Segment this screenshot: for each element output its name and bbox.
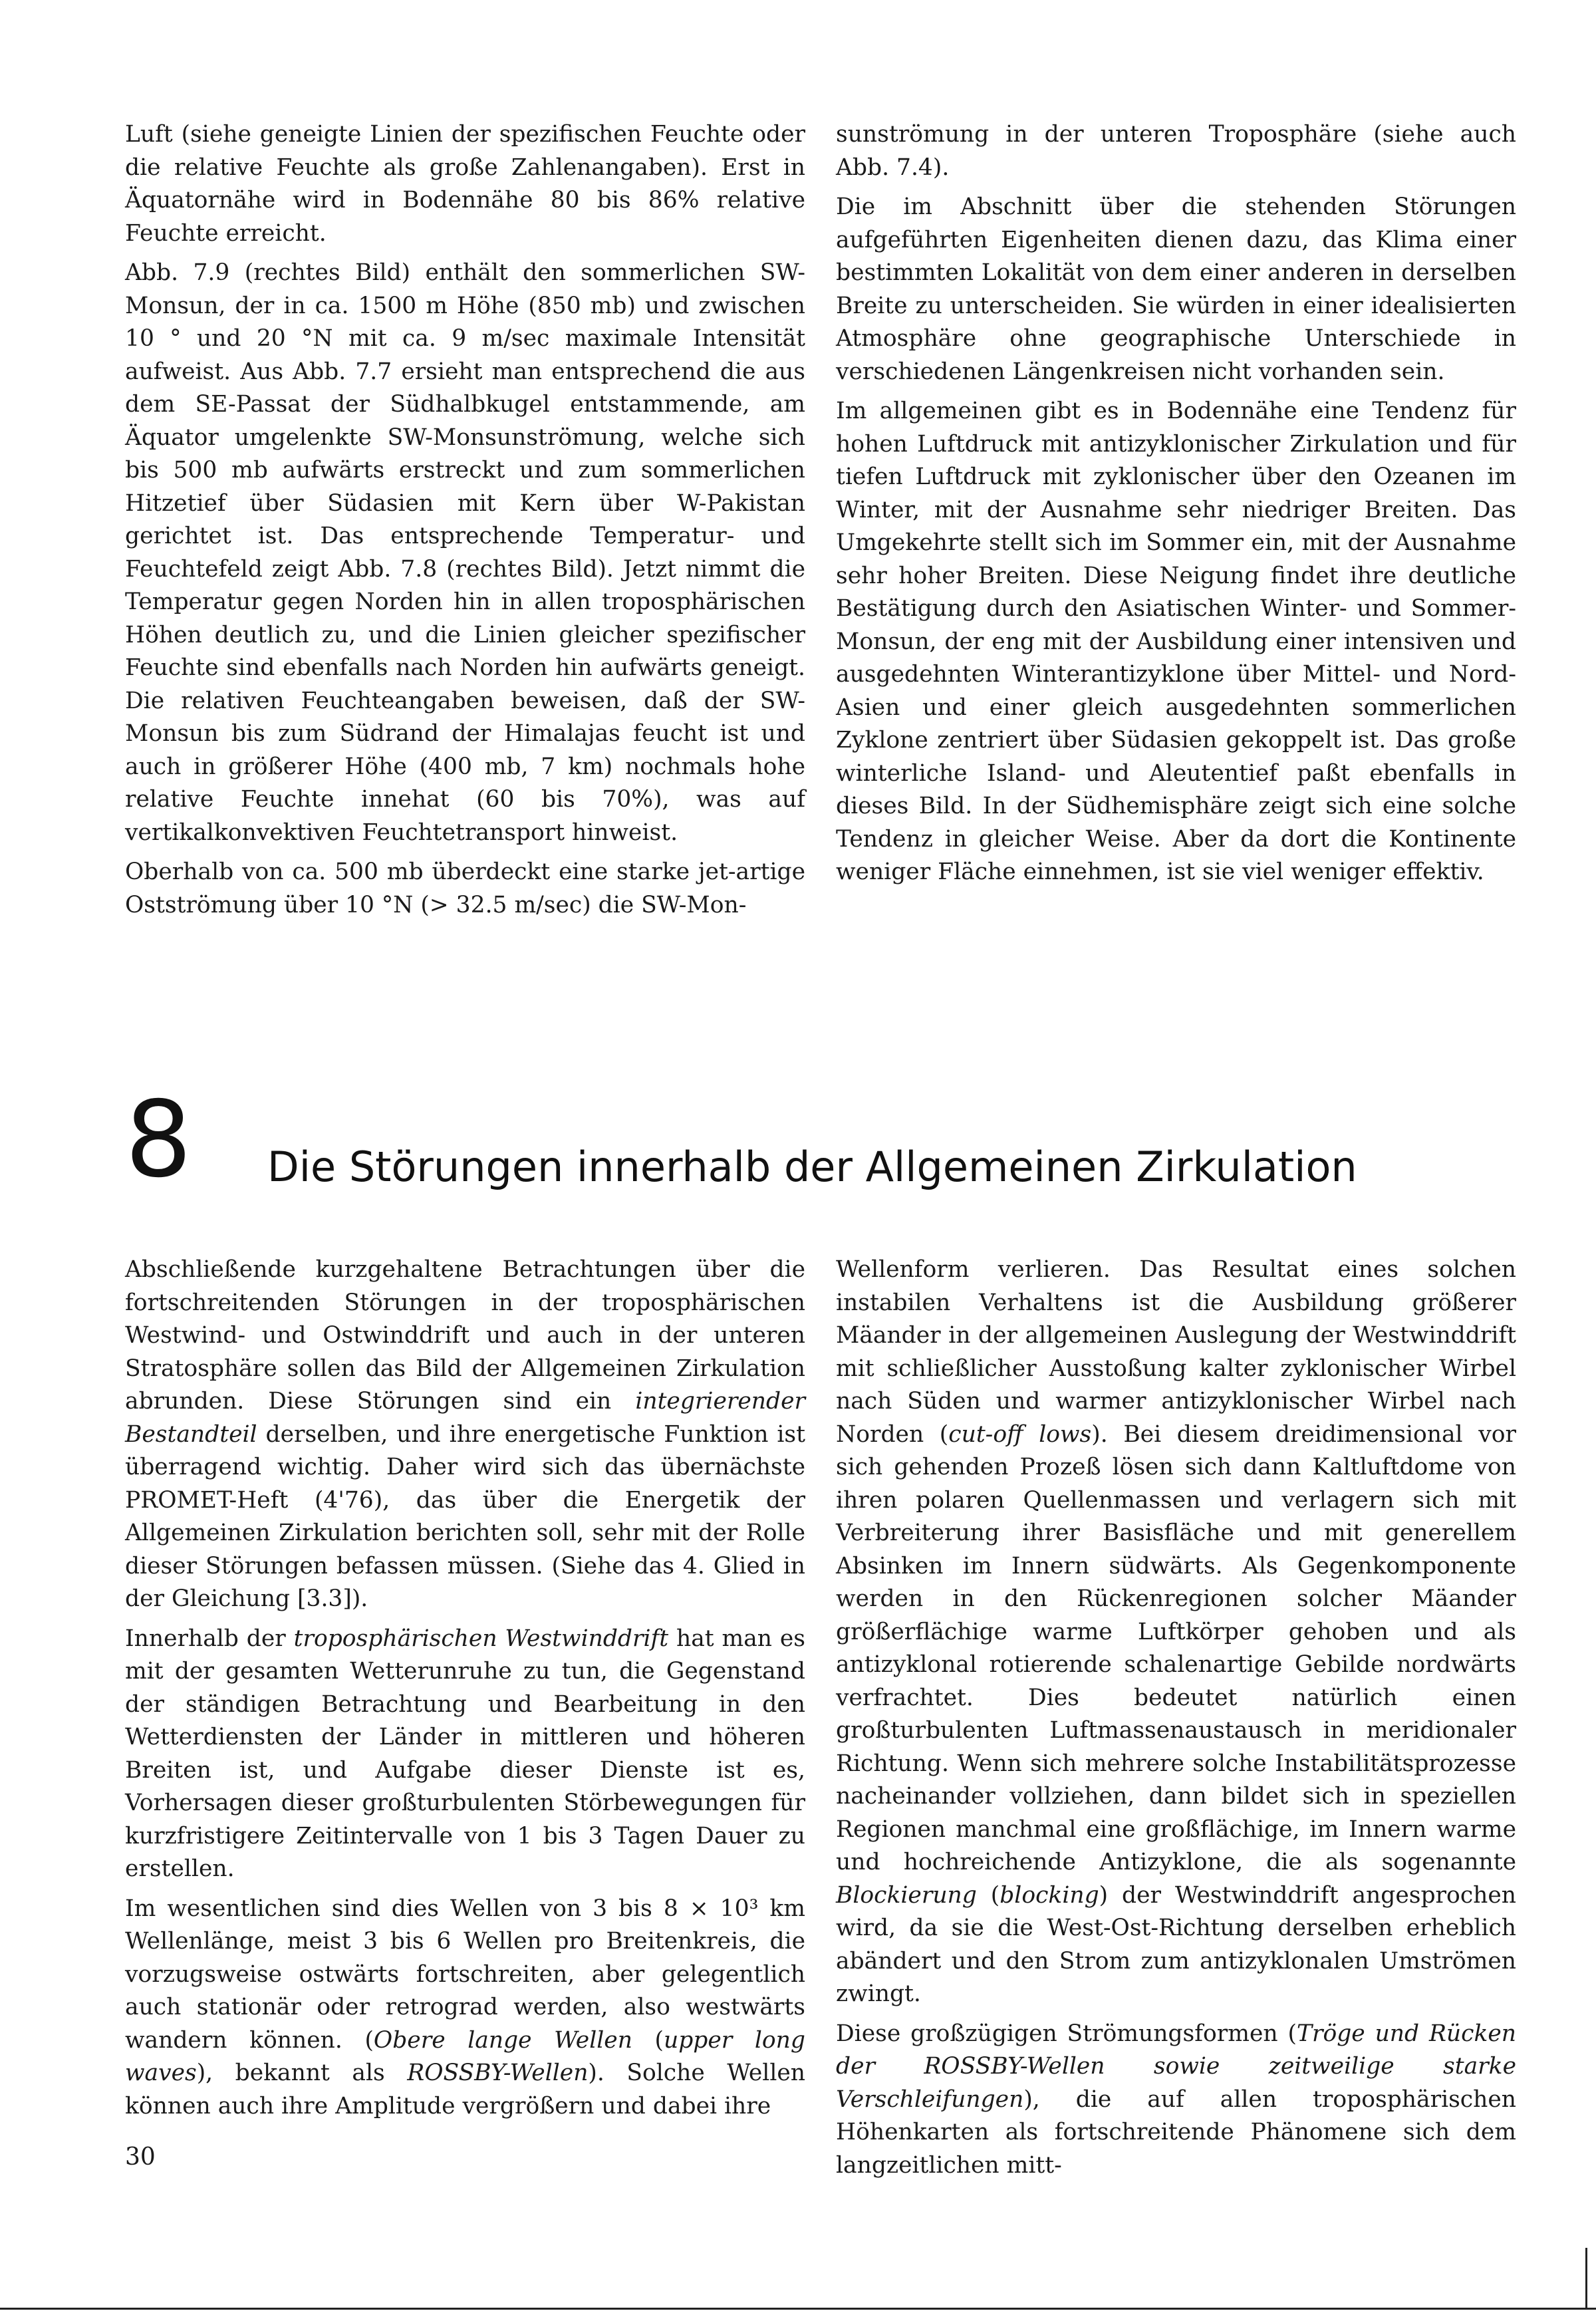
paragraph: [836, 1254, 1516, 2011]
paragraph: [125, 1254, 805, 1616]
emphasis: ROSSBY-Wellen: [407, 2060, 589, 2086]
chapter-number: 8: [125, 1079, 192, 1201]
text-run: ). Bei diesem dreidimensional vor sich gehenden Prozeß lösen sich dann Kaltluftdome von ihren polaren Quellenmassen und verlagern sich mit Verbreiterung ihrer Basisfläche und mit generellem Absinken im Innern südwärts. Als Gegenkomponente werden in den Rückenregionen solcher Mäander größerflächige warme Luftkörper gehoben und als antizyklonal rotierende schalenartige Gebilde nordwärts verfrachtet. Dies bedeutet natürlich einen großturbulenten Luftmassenaustausch in meridionaler Richtung. Wenn sich mehrere solche Instabilitätsprozesse nacheinander vollziehen, dann bildet sich in speziellen Regionen manchmal eine großflächige, im Innern warme und hochreichende Antizyklone, die als sogenannte: [836, 1421, 1516, 1875]
text-run: Abschließende kurzgehaltene Betrachtungen über die fortschreitenden Störungen in der troposphärischen Westwind- und Ostwinddrift und auch in der unteren Stratosphäre sollen das Bild der Allgemeinen Zirkulation abrunden. Diese Störungen sind ein: [125, 1256, 805, 1415]
paragraph: [125, 1893, 805, 2123]
corner-mark: [1585, 2248, 1587, 2309]
text-run: ), bekannt als: [196, 2060, 408, 2086]
paragraph: Abb. 7.9 (rechtes Bild) enthält den sommerlichen SW-Monsun, der in ca. 1500 m Höhe (850 mb) und zwischen 10 ° und 20 °N mit ca. 9 m/sec maximale Intensität aufweist. Aus Abb. 7.7 ersieht man entsprechend die aus dem SE-Passat der Südhalbkugel entstammende, am Äquator umgelenkte SW-Monsunströmung, welche sich bis 500 mb aufwärts erstreckt und zum sommerlichen Hitzetief über Südasien mit Kern über W-Pakistan gerichtet ist. Das entsprechende Temperatur- und Feuchtefeld zeigt Abb. 7.8 (rechtes Bild). Jetzt nimmt die Temperatur gegen Norden hin in allen troposphärischen Höhen deutlich zu, und die Linien gleicher spezifischer Feuchte sind ebenfalls nach Norden hin aufwärts geneigt. Die relativen Feuchteangaben beweisen, daß der SW-Monsun bis zum Südrand der Himalajas feucht ist und auch in größerer Höhe (400 mb, 7 km) nochmals hohe relative Feuchte innehat (60 bis 70%), was auf vertikalkonvektiven Feuchtetransport hinweist.: [125, 259, 805, 846]
emphasis: blocking: [999, 1881, 1099, 1909]
paragraph: Im allgemeinen gibt es in Bodennähe eine Tendenz für hohen Luftdruck mit antizyklonischer Zirkulation und für tiefen Luftdruck mit zyklonischer über den Ozeanen im Winter, mit der Ausnahme sehr niedriger Breiten. Das Umgekehrte stellt sich im Sommer ein, mit der Ausnahme sehr hoher Breiten. Diese Neigung findet ihre deutliche Bestätigung durch den Asiatischen Winter- und Sommer-Monsun, der eng mit der Ausbildung einer intensiven und ausgedehnten Winterantizyklone über Mittel- und Nord-Asien und einer gleich ausgedehnten sommerlichen Zyklone zentriert über Südasien gekoppelt ist. Das große winterliche Island- und Aleutentief paßt ebenfalls in dieses Bild. In der Südhemisphäre zeigt sich eine solche Tendenz in gleicher Weise. Aber da dort die Kontinente weniger Fläche einnehmen, ist sie viel weniger effektiv.: [836, 398, 1516, 885]
text-run: (: [976, 1881, 1000, 1909]
emphasis: Obere lange Wellen: [373, 2026, 632, 2054]
text-run: ), die auf allen troposphärischen Höhenkarten als fortschreitende Phänomene sich dem langzeitlichen mitt-: [836, 2086, 1516, 2179]
emphasis: Blockierung: [836, 1881, 977, 1909]
text-run: ). Solche Wellen können auch ihre Amplitude vergrößern und dabei ihre: [125, 2060, 805, 2119]
chapter-title: Die Störungen innerhalb der Allgemeinen Zirkulation: [267, 1143, 1357, 1191]
bottom-left-column: [125, 1254, 805, 2129]
paragraph: [125, 1623, 805, 1886]
text-run: hat man es mit der gesamten Wetterunruhe zu tun, die Gegenstand der ständigen Betrachtung und Bearbeitung in den Wetterdiensten der Länder in mittleren und höheren Breiten ist, und Aufgabe dieser Dienste ist es, Vorhersagen dieser großturbulenten Störbewegungen für kurzfristigere Zeitintervalle von 1 bis 3 Tagen Dauer zu erstellen.: [125, 1625, 806, 1882]
emphasis: Tröge und Rücken der ROSSBY-Wellen sowie zeitweilige starke Verschleifungen: [836, 2020, 1517, 2113]
text-run: Diese großzügigen Strömungsformen (: [836, 2020, 1297, 2047]
emphasis: integrierender Bestandteil: [125, 1388, 805, 1448]
text-run: Innerhalb der: [125, 1625, 294, 1652]
top-left-column: [125, 118, 805, 928]
paragraph: sunströmung in der unteren Troposphäre (siehe auch Abb. 7.4).: [836, 121, 1516, 181]
paragraph: Die im Abschnitt über die stehenden Störungen aufgeführten Eigenheiten dienen dazu, das Klima einer bestimmten Lokalität von dem einer anderen in derselben Breite zu unterscheiden. Sie würden in einer idealisierten Atmosphäre ohne geographische Unterschiede in verschiedenen Längenkreisen nicht vorhanden sein.: [836, 194, 1516, 385]
text-run: derselben, und ihre energetische Funktion ist überragend wichtig. Daher wird sich das übernächste PROMET-Heft (4'76), das über die Energetik der Allgemeinen Zirkulation berichten soll, sehr mit der Rolle dieser Störungen befassen müssen. (Siehe das 4. Glied in der Gleichung [3.3]).: [125, 1421, 805, 1612]
paragraph: [836, 2018, 1516, 2183]
emphasis: upper long waves: [125, 2026, 805, 2086]
paragraph: Luft (siehe geneigte Linien der spezifischen Feuchte oder die relative Feuchte als große Zahlenangaben). Erst in Äquatornähe wird in Bodennähe 80 bis 86% relative Feuchte erreicht.: [125, 121, 805, 247]
emphasis: troposphärischen Westwinddrift: [293, 1625, 669, 1652]
emphasis: cut-off lows: [948, 1421, 1092, 1448]
text-run: Im wesentlichen sind dies Wellen von 3 bis 8 × 10³ km Wellenlänge, meist 3 bis 6 Wellen pro Breitenkreis, die vorzugsweise ostwärts fortschreiten, aber gelegentlich auch stationär oder retrograd werden, also westwärts wandern können. (: [125, 1895, 805, 2054]
text-run: Wellenform verlieren. Das Resultat eines solchen instabilen Verhaltens ist die Ausbildung größerer Mäander in der allgemeinen Auslegung der Westwinddrift mit schließlicher Ausstoßung kalter zyklonischer Wirbel nach Süden und warmer antizyklonischer Wirbel nach Norden (: [836, 1256, 1516, 1448]
paragraph: Oberhalb von ca. 500 mb überdeckt eine starke jet-artige Ostströmung über 10 °N (> 32.5 m/sec) die SW-Mon-: [125, 859, 805, 918]
page-number: 30: [125, 2143, 156, 2171]
text-run: (: [632, 2026, 664, 2054]
bottom-rule: [0, 2308, 1596, 2310]
bottom-right-column: [836, 1254, 1516, 2189]
text-run: ) der Westwinddrift angesprochen wird, da sie die West-Ost-Richtung derselben erheblich abändert und den Strom zum antizyklonalen Umströmen zwingt.: [836, 1881, 1516, 2007]
top-right-column: [836, 118, 1516, 896]
